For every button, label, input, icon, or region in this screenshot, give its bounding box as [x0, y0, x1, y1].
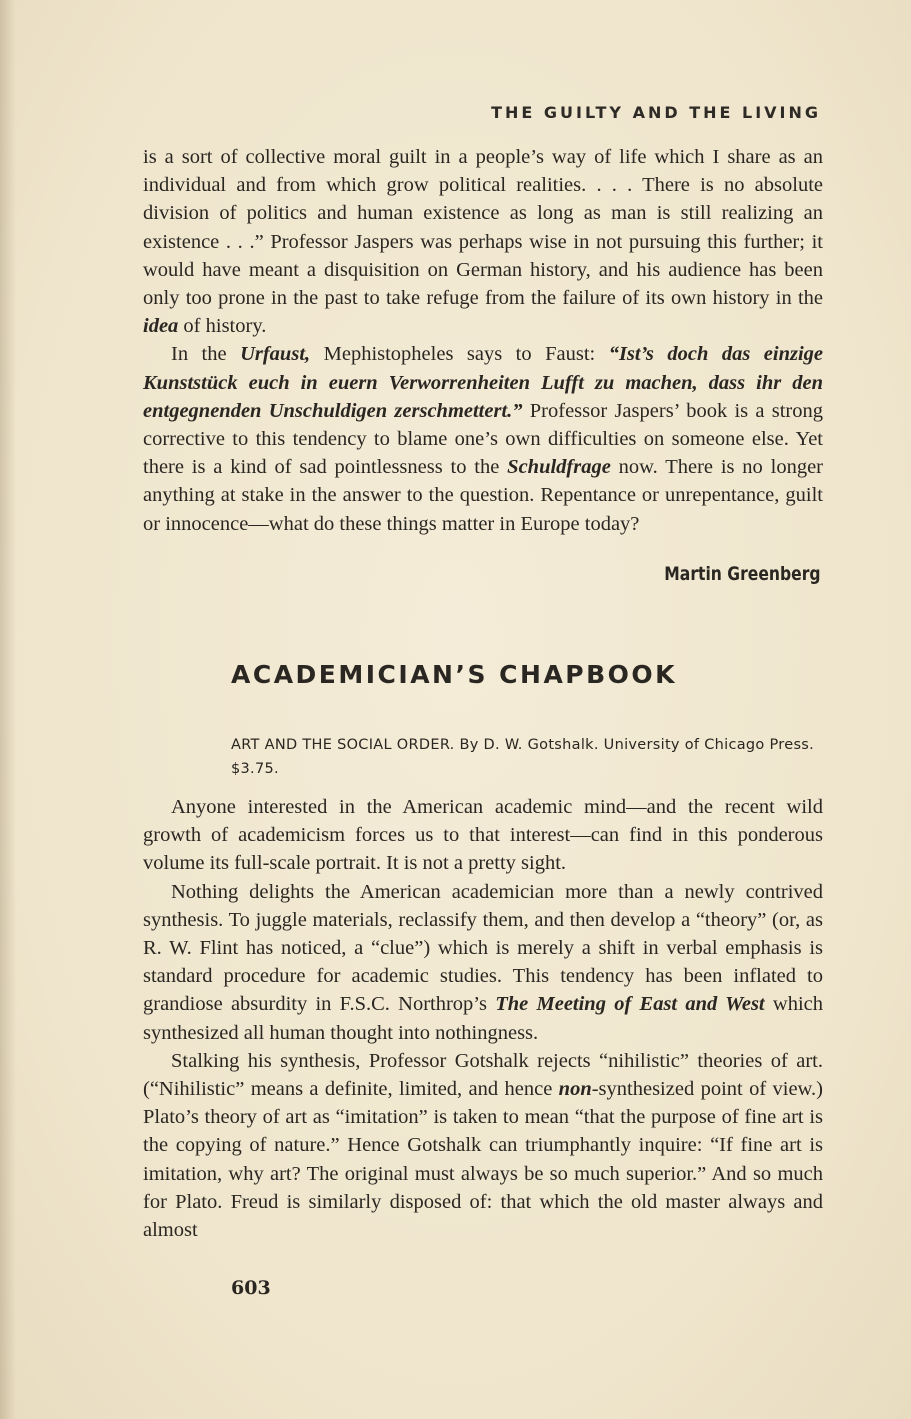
text-run: now. There is no longer anything at stake in the answer to the question. Repentance or unrepentance, guilt or innocence—what do these things matter in Europe today? — [143, 456, 823, 535]
text-run: is a sort of collective moral guilt in a people’s way of life which I share as an individual and from which grow political realities. . . . There is no absolute division of politics and human existence as long as man is still realizing an existence . . .” Professor Jaspers was perhaps wise in not pursuing this further; it would have meant a disquisition on German history, and his audience has been only too prone in the past to take refuge from the failure of its own history in the — [143, 146, 823, 310]
text-run: Stalking his synthesis, Professor Gotshalk rejects “nihilistic” theories of art. (“Nihilistic” means a definite, limited, and hence — [143, 1049, 823, 1101]
text-run: -synthesized point of view.) Plato’s theory of art as “imitation” is taken to mean “that the purpose of fine art is the copying of nature.” Hence Gotshalk can triumphantly inquire: “If fine art is imitation, why art? The original must always be so much superior.” And so much for Plato. Freud is similarly disposed of: that which the old master always and almost — [143, 1078, 823, 1242]
paragraph-urfaust — [143, 340, 823, 537]
paragraph: Anyone interested in the American academic mind—and the recent wild growth of academicism forces us to that interest—can find in this ponderous volume its full-scale portrait. It is not a pretty sight. — [143, 796, 823, 875]
text-run: Nothing delights the American academician more than a newly contrived synthesis. To juggle materials, reclassify them, and then develop a “theory” (or, as R. W. Flint has noticed, a “clue”) which is merely a shift in verbal emphasis is standard procedure for academic studies. This tendency has been inflated to grandiose absurdity in F.S.C. Northrop’s — [143, 880, 823, 1016]
emphasis-idea: idea — [143, 315, 179, 338]
author-signature: Martin Greenberg — [664, 563, 821, 585]
text-run: In the — [171, 343, 241, 366]
paragraph-continued — [143, 143, 823, 340]
text-run: of history. — [178, 315, 267, 338]
review-book-heading: ART AND THE SOCIAL ORDER. By D. W. Gotshalk. University of Chicago Press. $3.75. — [231, 737, 815, 777]
text-run: which synthesized all human thought into nothingness. — [143, 993, 823, 1044]
page-number: 603 — [231, 1277, 271, 1299]
spine-shadow — [0, 0, 16, 1419]
section-title: ACADEMICIAN’S CHAPBOOK — [231, 660, 678, 689]
term-schuldfrage: Schuldfrage — [507, 456, 611, 479]
paragraph — [143, 878, 823, 1047]
paragraph — [143, 1047, 823, 1244]
title-urfaust: Urfaust, — [240, 343, 311, 366]
text-run: Mephistopheles says to Faust: — [310, 343, 609, 366]
german-quote: “Ist’s doch das einzige Kunststück euch in euern Verworrenheiten Lufft zu machen, dass ihr den entgegnenden Unschuldigen zerschmettert.” — [143, 343, 824, 422]
review-body — [143, 793, 823, 1244]
book-title-northrop: The Meeting of East and West — [495, 993, 765, 1016]
text-run: Professor Jaspers’ book is a strong corrective to this tendency to blame one’s own difficulties on someone else. Yet there is a kind of sad pointlessness to the — [143, 399, 823, 479]
review-conclusion — [143, 143, 823, 538]
emphasis-non: non — [558, 1078, 592, 1101]
running-head: THE GUILTY AND THE LIVING — [491, 103, 821, 122]
